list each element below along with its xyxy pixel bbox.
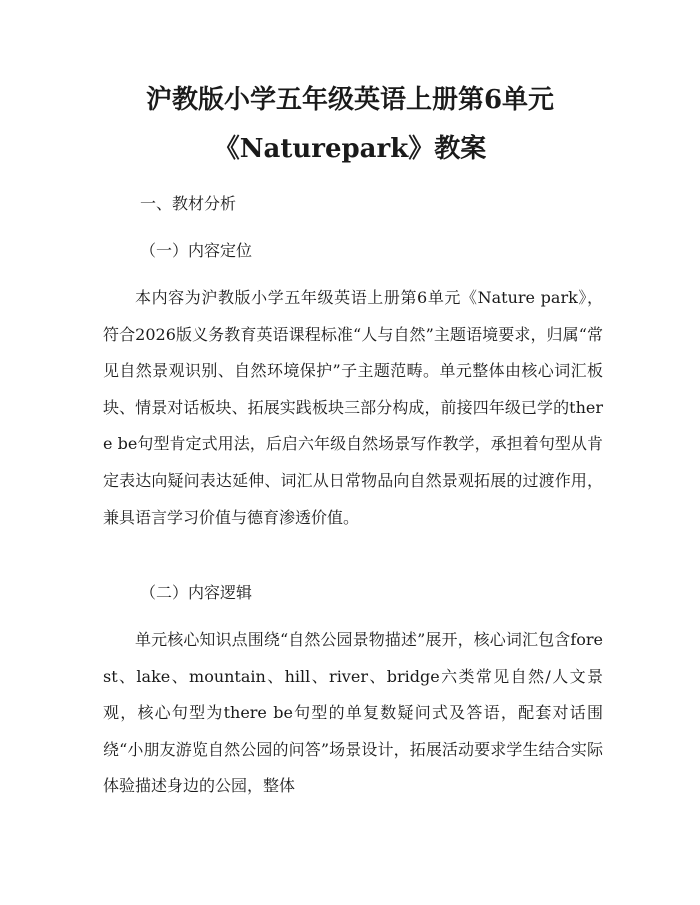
subsection-heading-content-logic: （二）内容逻辑 xyxy=(140,583,253,602)
paragraph-content-positioning: 本内容为沪教版小学五年级英语上册第6单元《Nature park》，符合2026版义务教育英语课程标准“人与自然”主题语境要求，归属“常见自然景观识别、自然环境保护”子主题范畴。单元整体由核心词汇板块、情景对话板块、拓展实践板块三部分构成，前接四年级已学的there be句型肯定式用法，后启六年级自然场景写作教学，承担着句型从肯定表达向疑问表达延伸、词汇从日常物品向自然景观拓展的过渡作用，兼具语言学习价值与德育渗透价值。 xyxy=(103,288,603,527)
section-heading-textbook-analysis: 一、教材分析 xyxy=(140,194,237,213)
document-title-line-2: 《Naturepark》教案 xyxy=(213,134,487,164)
paragraph-content-logic: 单元核心知识点围绕“自然公园景物描述”展开，核心词汇包含forest、lake、mountain、hill、river、bridge六类常见自然/人文景观，核心句型为there be句型的单复数疑问式及答语，配套对话围绕“小朋友游览自然公园的问答”场景设计，拓展活动要求学生结合实际体验描述身边的公园，整体 xyxy=(103,630,603,796)
document-title-line-1: 沪教版小学五年级英语上册第6单元 xyxy=(145,85,555,115)
subsection-heading-content-positioning: （一）内容定位 xyxy=(140,241,253,260)
